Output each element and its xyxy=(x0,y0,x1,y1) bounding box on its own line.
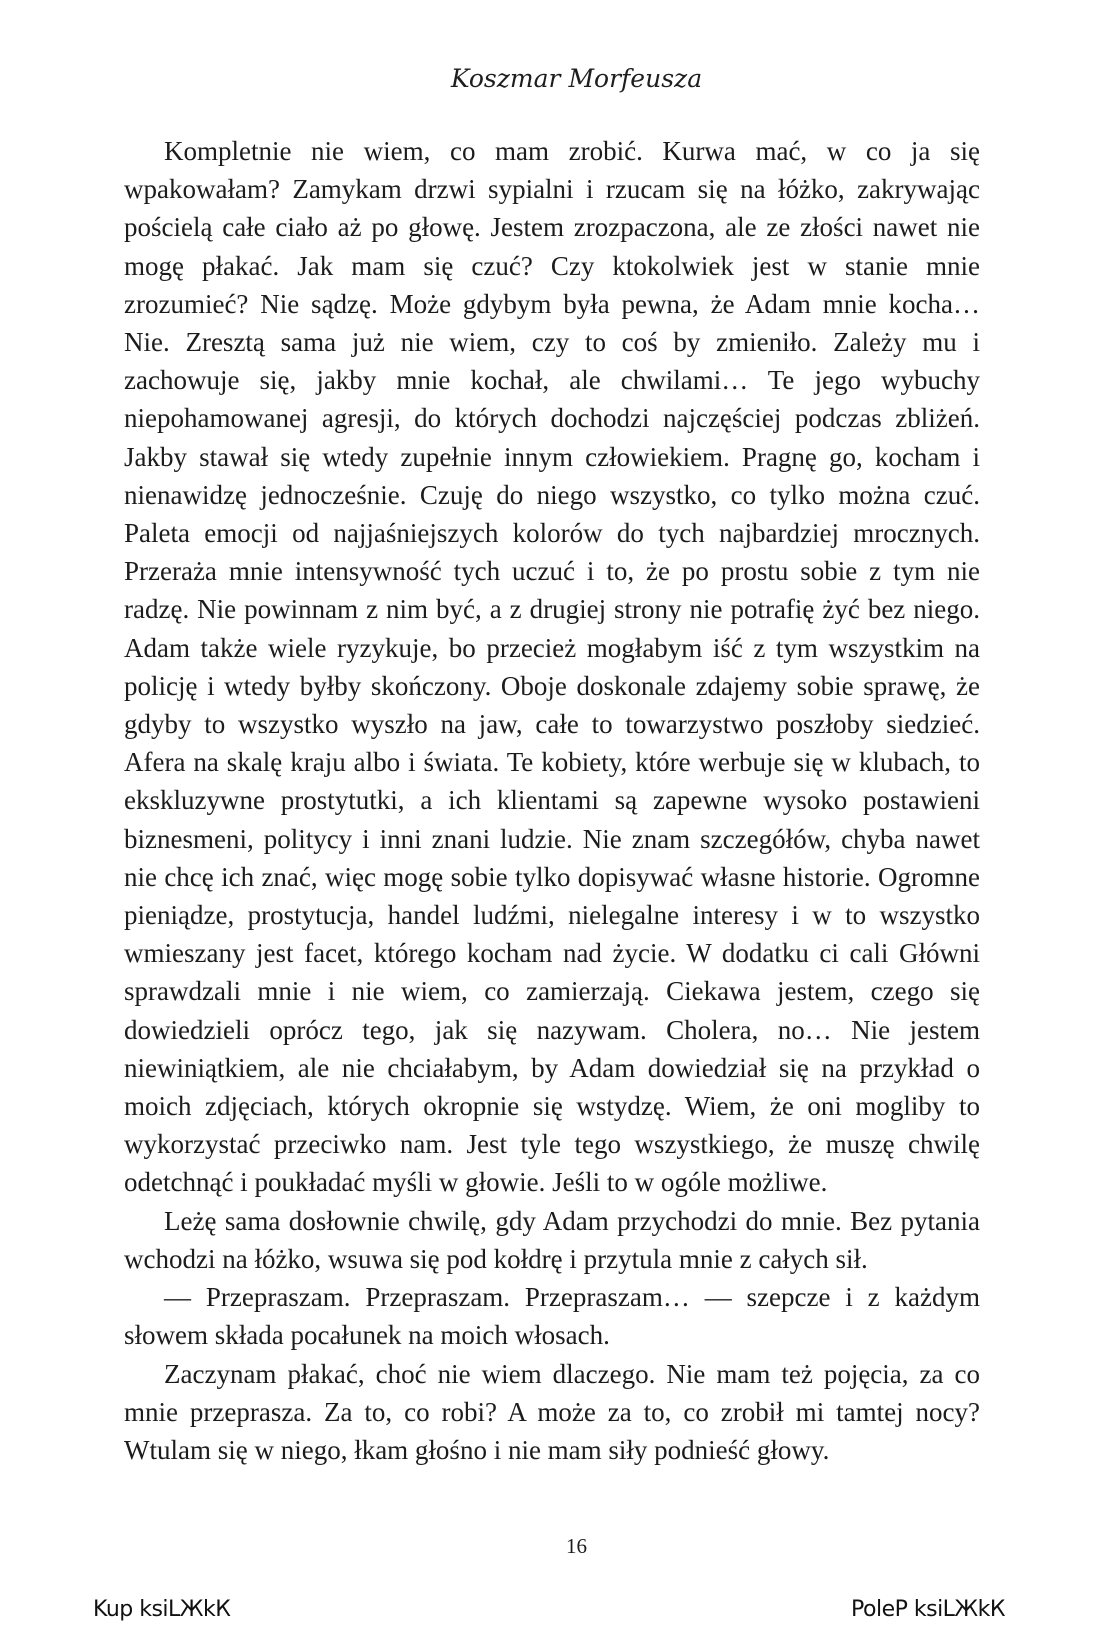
page-number: 16 xyxy=(566,1534,587,1558)
paragraph: Kompletnie nie wiem, co mam zrobić. Kurwa mać, w co ja się wpakowałam? Zamykam drzwi sypialni i rzucam się na łóżko, zakrywając pościelą całe ciało aż po głowę. Jestem zrozpaczona, ale ze złości nawet nie mogę płakać. Jak mam się czuć? Czy ktokolwiek jest w stanie mnie zrozumieć? Nie sądzę. Może gdybym była pewna, że Adam mnie kocha… Nie. Zresztą sama już nie wiem, czy to coś by zmieniło. Zależy mu i zachowuje się, jakby mnie kochał, ale chwilami… Te jego wybuchy niepohamowanej agresji, do których dochodzi najczęściej podczas zbliżeń. Jakby stawał się wtedy zupełnie innym człowiekiem. Pragnę go, kocham i nienawidzę jednocześnie. Czuję do niego wszystko, co tylko można czuć. Paleta emocji od najjaśniejszych kolorów do tych najbardziej mrocznych. Przeraża mnie intensywność tych uczuć i to, że po prostu sobie z tym nie radzę. Nie powinnam z nim być, a z drugiej strony nie potrafię żyć bez niego. Adam także wiele ryzykuje, bo przecież mogłabym iść z tym wszystkim na policję i wtedy byłby skończony. Oboje doskonale zdajemy sobie sprawę, że gdyby to wszystko wyszło na jaw, całe to towarzystwo poszłoby siedzieć. Afera na skalę kraju albo i świata. Te kobiety, które werbuje się w klubach, to ekskluzywne prostytutki, a ich klientami są zapewne wysoko postawieni biznesmeni, politycy i inni znani ludzie. Nie znam szczegółów, chyba nawet nie chcę ich znać, więc mogę sobie tylko dopisywać własne historie. Ogromne pieniądze, prostytucja, handel ludźmi, nielegalne interesy i w to wszystko wmieszany jest facet, którego kocham nad życie. W dodatku ci cali Główni sprawdzali mnie i nie wiem, co zamierzają. Ciekawa jestem, czego się dowiedzieli oprócz tego, jak się nazywam. Cholera, no… Nie jestem niewiniątkiem, ale nie chciałabym, by Adam dowiedział się na przykład o moich zdjęciach, których okropnie się wstydzę. Wiem, że oni mogliby to wykorzystać przeciwko nam. Jest tyle tego wszystkiego, że muszę chwilę odetchnąć i poukładać myśli w głowie. Jeśli to w ogóle możliwe. xyxy=(124,136,980,1198)
running-header-title: Koszmar Morfeusza xyxy=(450,64,703,93)
recommend-book-link[interactable]: PoleР ksiLЖkК xyxy=(851,1597,1005,1622)
paragraph: Leżę sama dosłownie chwilę, gdy Adam przychodzi do mnie. Bez pytania wchodzi na łóżko, wsuwa się pod kołdrę i przytula mnie z całych sił. xyxy=(124,1205,980,1274)
buy-book-link[interactable]: Kup ksiLЖkК xyxy=(93,1597,231,1622)
body-text xyxy=(124,132,980,1469)
paragraph: Zaczynam płakać, choć nie wiem dlaczego. Nie mam też pojęcia, za co mnie przeprasza. Za to, co robi? A może za to, co zrobił mi tamtej nocy? Wtulam się w niego, łkam głośno i nie mam siły podnieść głowy. xyxy=(124,1358,980,1465)
paragraph: — Przepraszam. Przepraszam. Przepraszam… — szepcze i z każdym słowem składa pocałunek na moich włosach. xyxy=(124,1282,980,1351)
